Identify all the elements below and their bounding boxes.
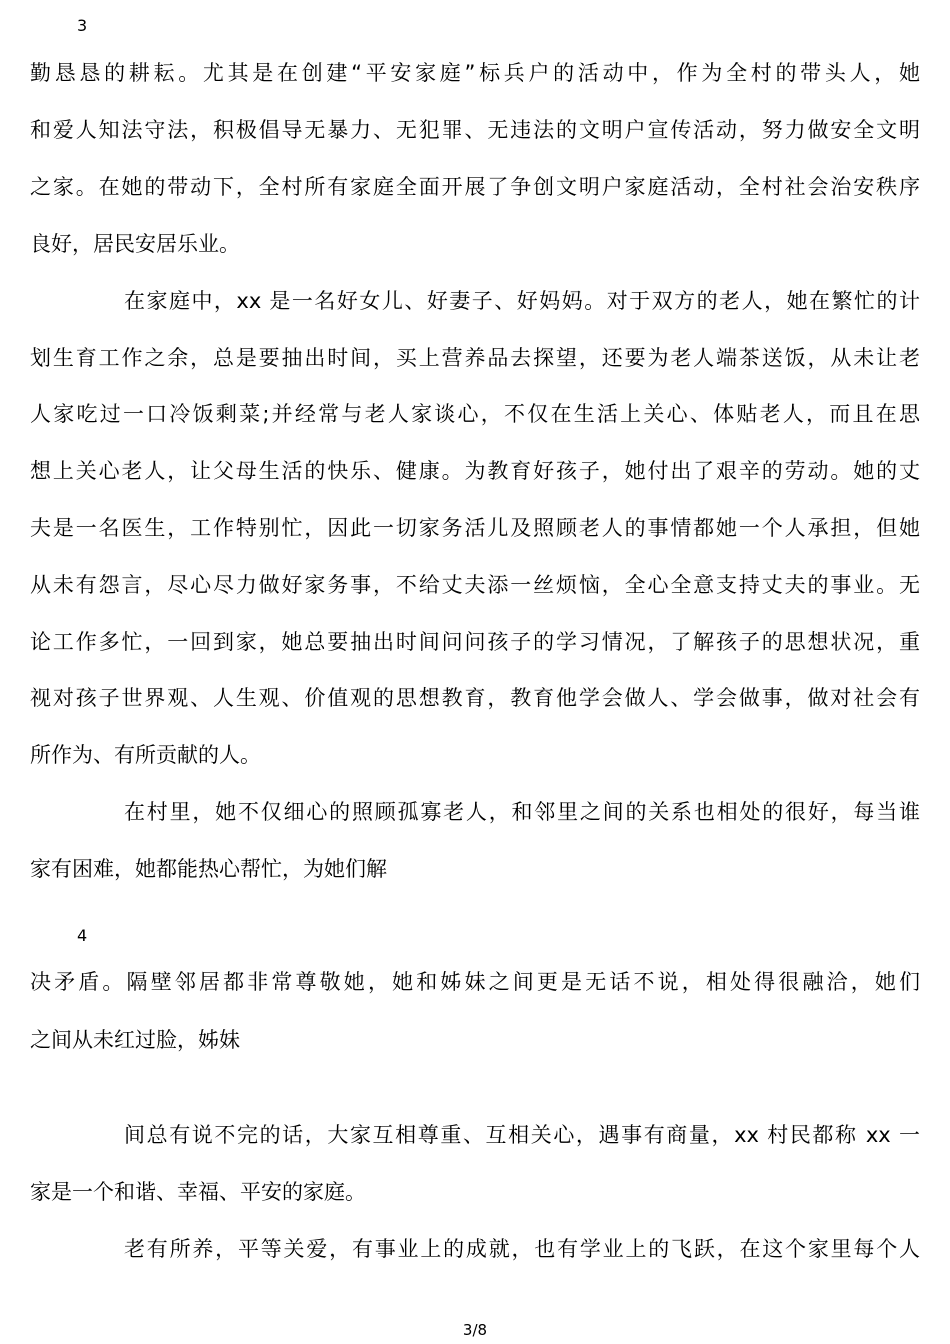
text-line: 之家。在她的带动下，全村所有家庭全面开展了争创文明户家庭活动，全村社会治安秩序 bbox=[30, 175, 920, 199]
text-line: 所作为、有所贡献的人。 bbox=[30, 743, 261, 767]
text-line: 视对孩子世界观、人生观、价值观的思想教育，教育他学会做人、学会做事，做对社会有 bbox=[30, 686, 920, 710]
text-line: 想上关心老人，让父母生活的快乐、健康。为教育好孩子，她付出了艰辛的劳动。她的丈 bbox=[30, 459, 920, 483]
page-footer: 3/8 bbox=[462, 1321, 488, 1339]
text-line: 决矛盾。隔壁邻居都非常尊敬她，她和姊妹之间更是无话不说，相处得很融洽，她们 bbox=[30, 970, 920, 994]
text-line: 家是一个和谐、幸福、平安的家庭。 bbox=[30, 1180, 366, 1204]
paragraph-first-line: 在家庭中，xx 是一名好女儿、好妻子、好妈妈。对于双方的老人，她在繁忙的计 bbox=[124, 289, 920, 313]
text-line: 划生育工作之余，总是要抽出时间，买上营养品去探望，还要为老人端茶送饭，从未让老 bbox=[30, 346, 920, 370]
section-number: 4 bbox=[77, 926, 88, 945]
section-number: 3 bbox=[77, 16, 88, 35]
paragraph-first-line: 间总有说不完的话，大家互相尊重、互相关心，遇事有商量，xx 村民都称 xx 一 bbox=[124, 1123, 920, 1147]
text-line: 家有困难，她都能热心帮忙，为她们解 bbox=[30, 857, 387, 881]
text-line: 论工作多忙，一回到家，她总要抽出时间问问孩子的学习情况，了解孩子的思想状况，重 bbox=[30, 630, 920, 654]
text-line: 人家吃过一口冷饭剩菜;并经常与老人家谈心，不仅在生活上关心、体贴老人，而且在思 bbox=[30, 402, 920, 426]
text-line: 从未有怨言，尽心尽力做好家务事，不给丈夫添一丝烦恼，全心全意支持丈夫的事业。无 bbox=[30, 573, 920, 597]
paragraph-first-line: 在村里，她不仅细心的照顾孤寡老人，和邻里之间的关系也相处的很好，每当谁 bbox=[124, 800, 920, 824]
text-line: 良好，居民安居乐业。 bbox=[30, 232, 240, 256]
text-line: 勤恳恳的耕耘。尤其是在创建“平安家庭”标兵户的活动中，作为全村的带头人，她 bbox=[30, 61, 920, 85]
paragraph-first-line: 老有所养，平等关爱，有事业上的成就，也有学业上的飞跃，在这个家里每个人 bbox=[124, 1237, 920, 1261]
text-line: 夫是一名医生，工作特别忙，因此一切家务活儿及照顾老人的事情都她一个人承担，但她 bbox=[30, 516, 920, 540]
text-line: 之间从未红过脸，姊妹 bbox=[30, 1028, 240, 1052]
text-line: 和爱人知法守法，积极倡导无暴力、无犯罪、无违法的文明户宣传活动，努力做安全文明 bbox=[30, 118, 920, 142]
